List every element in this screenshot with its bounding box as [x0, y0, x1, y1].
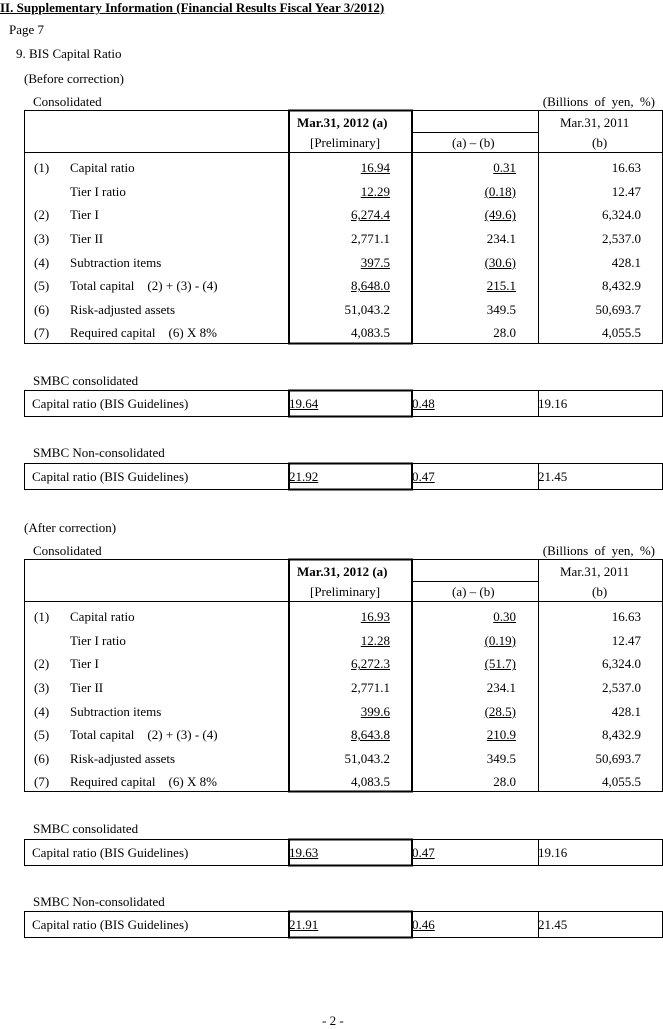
value-a: 51,043.2: [344, 750, 390, 766]
row-number: (5): [34, 278, 50, 294]
value-a: 6,274.4: [351, 207, 390, 223]
value-a: 2,771.1: [351, 231, 390, 247]
table-row: [24, 913, 663, 936]
value-ab: 349.5: [486, 750, 516, 766]
table-row: [24, 227, 663, 251]
value-a: 51,043.2: [344, 301, 390, 317]
value-b: 21.45: [538, 916, 568, 932]
row-label: Required capital (6) X 8%: [70, 774, 217, 790]
row-label: Tier I ratio: [70, 183, 126, 199]
value-a: 21.92: [289, 468, 319, 484]
value-ab: (0.18): [484, 183, 516, 199]
value-a: 6,272.3: [351, 656, 390, 672]
row-number: (2): [34, 656, 50, 672]
value-ab: (0.19): [484, 632, 516, 648]
row-label: Risk-adjusted assets: [70, 750, 176, 766]
table-row: [24, 156, 663, 180]
row-label: Tier I ratio: [70, 632, 126, 648]
value-b: 12.47: [611, 183, 641, 199]
value-b: 16.63: [611, 609, 641, 625]
value-a: 4,083.5: [351, 774, 390, 790]
row-label: Capital ratio (BIS Guidelines): [32, 916, 189, 932]
value-b: 428.1: [611, 703, 641, 719]
before-smbc-nonconsolidated-table: [24, 465, 663, 488]
value-ab: 234.1: [486, 231, 516, 247]
table-row: [24, 676, 663, 700]
row-label: Capital ratio (BIS Guidelines): [32, 395, 189, 411]
row-label: Tier II: [70, 680, 104, 696]
value-ab: (49.6): [484, 207, 516, 223]
col-ab-header: (a) – (b): [452, 584, 495, 599]
section-title: 9. BIS Capital Ratio: [16, 46, 122, 61]
row-number: (6): [34, 750, 50, 766]
table-row: [24, 723, 663, 747]
before-smbc-consolidated-label: SMBC consolidated: [33, 373, 139, 388]
before-smbc-nonconsolidated-label: SMBC Non-consolidated: [33, 445, 165, 460]
table-row: [24, 250, 663, 274]
row-number: (4): [34, 703, 50, 719]
row-label: Tier I: [70, 656, 99, 672]
page-label: Page 7: [9, 22, 45, 37]
row-number: (6): [34, 301, 50, 317]
value-a: 21.91: [289, 916, 319, 932]
after-smbc-nonconsolidated-label: SMBC Non-consolidated: [33, 894, 165, 909]
page-number: - 2 -: [322, 1013, 344, 1028]
value-a: 399.6: [360, 703, 390, 719]
col-b-subheader: (b): [592, 135, 608, 150]
col-a-subheader: [Preliminary]: [310, 584, 381, 599]
value-ab: 0.47: [412, 844, 435, 860]
value-ab: 215.1: [486, 278, 516, 294]
units-label: (Billions of yen, %): [542, 94, 655, 109]
value-a: 12.29: [360, 183, 390, 199]
value-b: 4,055.5: [602, 325, 641, 341]
value-ab: 28.0: [493, 774, 516, 790]
row-number: (1): [34, 609, 50, 625]
row-label: Subtraction items: [70, 254, 162, 270]
row-number: (7): [34, 325, 50, 341]
row-number: (2): [34, 207, 50, 223]
value-ab: 0.31: [493, 160, 516, 176]
value-b: 19.16: [538, 395, 568, 411]
row-label: Capital ratio: [70, 160, 135, 176]
table-row: [24, 605, 663, 629]
table-row: [24, 298, 663, 322]
before-smbc-consolidated-table: [24, 392, 663, 415]
row-label: Capital ratio (BIS Guidelines): [32, 468, 189, 484]
col-ab-header: (a) – (b): [452, 135, 495, 150]
row-label: Total capital (2) + (3) - (4): [70, 278, 218, 294]
row-label: Capital ratio: [70, 609, 135, 625]
consolidated-label: Consolidated: [33, 94, 102, 109]
before-capital-table: [24, 156, 663, 345]
row-number: (7): [34, 774, 50, 790]
row-number: (1): [34, 160, 50, 176]
value-a: 12.28: [360, 632, 390, 648]
col-b-header: Mar.31, 2011: [560, 115, 630, 130]
table-row: [24, 274, 663, 298]
value-ab: 234.1: [486, 680, 516, 696]
after-correction-label: (After correction): [24, 520, 117, 535]
table-row: [24, 699, 663, 723]
row-label: Tier I: [70, 207, 99, 223]
table-row: [24, 392, 663, 415]
table-row: [24, 321, 663, 345]
row-label: Total capital (2) + (3) - (4): [70, 727, 218, 743]
col-a-header: Mar.31, 2012 (a): [297, 115, 388, 130]
after-smbc-nonconsolidated-table: [24, 913, 663, 936]
value-b: 6,324.0: [602, 656, 641, 672]
value-ab: 28.0: [493, 325, 516, 341]
table-row: [24, 841, 663, 864]
value-a: 19.63: [289, 844, 319, 860]
value-b: 12.47: [611, 632, 641, 648]
value-a: 8,648.0: [351, 278, 390, 294]
table-row: [24, 652, 663, 676]
table-row: [24, 180, 663, 204]
row-label: Capital ratio (BIS Guidelines): [32, 844, 189, 860]
value-ab: 0.30: [493, 609, 516, 625]
value-ab: 349.5: [486, 301, 516, 317]
consolidated-label: Consolidated: [33, 543, 102, 558]
value-b: 4,055.5: [602, 774, 641, 790]
table-row: [24, 465, 663, 488]
value-a: 4,083.5: [351, 325, 390, 341]
value-b: 19.16: [538, 844, 568, 860]
row-label: Tier II: [70, 231, 104, 247]
table-row: [24, 770, 663, 794]
after-smbc-consolidated-table: [24, 841, 663, 864]
col-b-header: Mar.31, 2011: [560, 564, 630, 579]
value-ab: (28.5): [484, 703, 516, 719]
value-b: 8,432.9: [602, 278, 641, 294]
value-ab: 210.9: [486, 727, 516, 743]
value-b: 2,537.0: [602, 680, 641, 696]
value-b: 50,693.7: [595, 750, 641, 766]
value-ab: 0.46: [412, 916, 435, 932]
value-b: 50,693.7: [595, 301, 641, 317]
document-title: II. Supplementary Information (Financial Results Fiscal Year 3/2012): [0, 0, 385, 15]
row-label: Required capital (6) X 8%: [70, 325, 217, 341]
col-a-header: Mar.31, 2012 (a): [297, 564, 388, 579]
row-label: Risk-adjusted assets: [70, 301, 176, 317]
row-number: (4): [34, 254, 50, 270]
value-b: 2,537.0: [602, 231, 641, 247]
row-number: (3): [34, 680, 50, 696]
table-row: [24, 203, 663, 227]
row-label: Subtraction items: [70, 703, 162, 719]
row-number: (3): [34, 231, 50, 247]
value-ab: (51.7): [484, 656, 516, 672]
after-smbc-consolidated-label: SMBC consolidated: [33, 821, 139, 836]
value-a: 19.64: [289, 395, 319, 411]
col-a-subheader: [Preliminary]: [310, 135, 381, 150]
value-a: 16.93: [360, 609, 390, 625]
after-capital-table: [24, 605, 663, 794]
value-b: 16.63: [611, 160, 641, 176]
table-row: [24, 629, 663, 653]
table-row: [24, 747, 663, 771]
value-b: 21.45: [538, 468, 568, 484]
value-ab: 0.48: [412, 395, 435, 411]
col-b-subheader: (b): [592, 584, 608, 599]
value-a: 2,771.1: [351, 680, 390, 696]
value-a: 8,643.8: [351, 727, 390, 743]
value-b: 428.1: [611, 254, 641, 270]
value-ab: (30.6): [484, 254, 516, 270]
before-correction-label: (Before correction): [24, 71, 124, 86]
value-b: 8,432.9: [602, 727, 641, 743]
value-a: 16.94: [360, 160, 390, 176]
value-ab: 0.47: [412, 468, 435, 484]
units-label: (Billions of yen, %): [542, 543, 655, 558]
row-number: (5): [34, 727, 50, 743]
value-a: 397.5: [360, 254, 390, 270]
value-b: 6,324.0: [602, 207, 641, 223]
